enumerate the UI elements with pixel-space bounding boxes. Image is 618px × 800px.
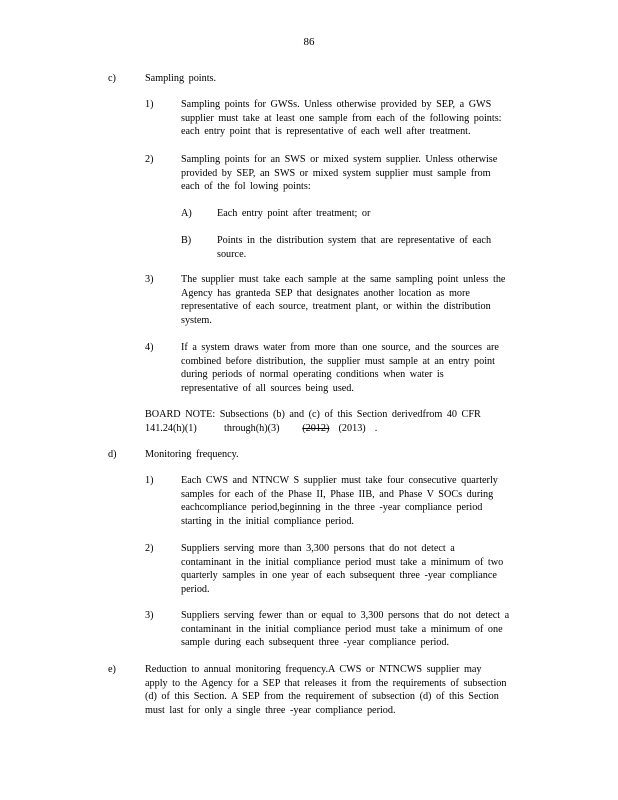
d-item2-label: 2) [145, 543, 154, 554]
text-line: combined before distribution, the supplier must sample at an entry point [181, 355, 495, 367]
text-line: Each CWS and NTNCW S supplier must take four consecutive quarterly [181, 475, 498, 486]
text-line: Each entry point after treatment; or [217, 208, 371, 219]
text-line: (d) of this Section. A SEP from the requirement of subsection (d) of this Section [145, 691, 499, 702]
text-line: quarterly samples in one year of each subsequent three -year compliance [181, 570, 497, 581]
text-line: each of the fol lowing points: [181, 181, 311, 192]
text-line: Reduction to annual monitoring frequency.A CWS or NTNCWS supplier may [145, 664, 482, 675]
d-item1-text [181, 474, 498, 528]
board-note-line: BOARD NOTE: Subsections (b) and (c) of this Section derivedfrom 40 CFR [145, 409, 481, 420]
c-item4-text [181, 341, 499, 395]
text-line: The supplier must take each sample at the same sampling point unless the [181, 274, 506, 285]
section-c-heading: Sampling points. [145, 73, 217, 84]
board-note-line [145, 422, 481, 436]
d-item3-label: 3) [145, 610, 154, 621]
d-item2-text [181, 542, 503, 596]
section-c-label: c) [108, 73, 116, 84]
text-line: must last for only a single three -year compliance period. [145, 704, 396, 716]
text-line: eachcompliance period,beginning in the three -year compliance period [181, 502, 483, 513]
c-item3-label: 3) [145, 274, 154, 285]
text-line: apply to the Agency for a SEP that releases it from the requirements of subsection [145, 677, 507, 689]
c-item1-label: 1) [145, 99, 154, 110]
text-line: If a system draws water from more than one source, and the sources are [181, 342, 499, 353]
c-item2-subA-label: A) [181, 208, 192, 219]
section-e-text [145, 663, 506, 717]
text-line: each entry point that is representative of each well after treatment. [181, 126, 471, 137]
text-line: Points in the distribution system that are representative of each [217, 235, 492, 246]
c-item2-subB-label: B) [181, 235, 192, 246]
text-line: representative of all sources being used. [181, 382, 354, 394]
text-line: Suppliers serving more than 3,300 persons that do not detect a [181, 543, 455, 554]
text-line: Sampling points for an SWS or mixed system supplier. Unless otherwise [181, 154, 498, 165]
text-line: starting in the initial compliance period. [181, 515, 354, 527]
text-line: source. [217, 248, 247, 260]
text-line: system. [181, 314, 212, 326]
text-line: Sampling points for GWSs. Unless otherwise provided by SEP, a GWS [181, 99, 492, 110]
c-item2-subB-text [217, 234, 491, 261]
section-e-label: e) [108, 664, 116, 675]
text-line: samples for each of the Phase II, Phase IIB, and Phase V SOCs during [181, 488, 494, 500]
text-line: during periods of normal operating conditions when water is [181, 369, 444, 380]
citation-text: 141.24(h)(1) through(h)(3) [145, 422, 303, 434]
d-item1-label: 1) [145, 475, 154, 486]
text-line: contaminant in the initial compliance period must take a minimum of one [181, 623, 503, 635]
page-number: 86 [303, 36, 315, 48]
text-line: representative of each source, treatment plant, or within the distribution [181, 301, 491, 312]
c-item2-label: 2) [145, 154, 154, 165]
struck-text: (2012) [302, 422, 330, 434]
text-line: Suppliers serving fewer than or equal to 3,300 persons that do not detect a [181, 610, 510, 621]
board-note [145, 408, 481, 435]
c-item2-subA-text [217, 207, 370, 221]
text-line: supplier must take at least one sample from each of the following points: [181, 112, 502, 124]
text-line: Agency has granteda SEP that designates another location as more [181, 287, 470, 299]
c-item3-text [181, 273, 505, 327]
section-d-heading: Monitoring frequency. [145, 449, 239, 460]
text-line: provided by SEP, an SWS or mixed system supplier must sample from [181, 167, 491, 179]
c-item2-text [181, 153, 497, 194]
c-item4-label: 4) [145, 342, 154, 353]
inserted-text: (2013) . [329, 422, 378, 434]
text-line: contaminant in the initial compliance period must take a minimum of two [181, 556, 504, 568]
text-line: sample during each subsequent three -year compliance period. [181, 637, 450, 648]
c-item1-text [181, 98, 502, 139]
d-item3-text [181, 609, 509, 650]
text-line: period. [181, 583, 210, 595]
section-d-label: d) [108, 449, 117, 460]
